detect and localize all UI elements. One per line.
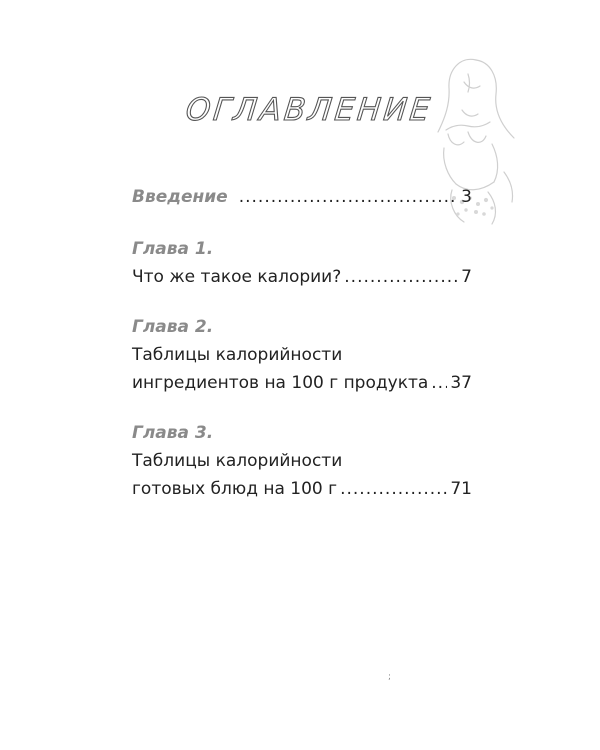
page-title: ОГЛАВЛЕНИЕ — [184, 92, 435, 128]
dot-leader — [239, 183, 458, 211]
page-number: 37 — [450, 373, 472, 393]
chapter-title-line: Таблицы калорийности — [132, 345, 343, 365]
chapter-label: Глава 1. — [132, 239, 214, 259]
dot-leader — [431, 369, 447, 397]
toc-entry-chapter-1 — [132, 235, 472, 291]
chapter-title: ингредиентов на 100 г продукта — [132, 373, 429, 393]
footer-mark: ; — [388, 672, 392, 682]
chapter-title: готовых блюд на 100 г — [132, 479, 338, 499]
chapter-label: Глава 2. — [132, 317, 214, 337]
toc-line — [132, 369, 472, 397]
chapter-label: Глава 3. — [132, 423, 214, 443]
toc-line — [132, 475, 472, 503]
toc-entry-intro — [132, 183, 472, 211]
dot-leader — [344, 263, 458, 291]
toc-entry-chapter-3 — [132, 419, 472, 503]
page-number: 3 — [461, 187, 472, 207]
chapter-title: Что же такое калории? — [132, 267, 342, 287]
toc-line — [132, 263, 472, 291]
toc-entry-chapter-2 — [132, 313, 472, 397]
page-number: 71 — [450, 479, 472, 499]
toc-line — [132, 183, 472, 211]
dot-leader — [340, 475, 447, 503]
intro-label: Введение — [132, 187, 228, 207]
chapter-title-line: Таблицы калорийности — [132, 451, 343, 471]
page-number: 7 — [461, 267, 472, 287]
